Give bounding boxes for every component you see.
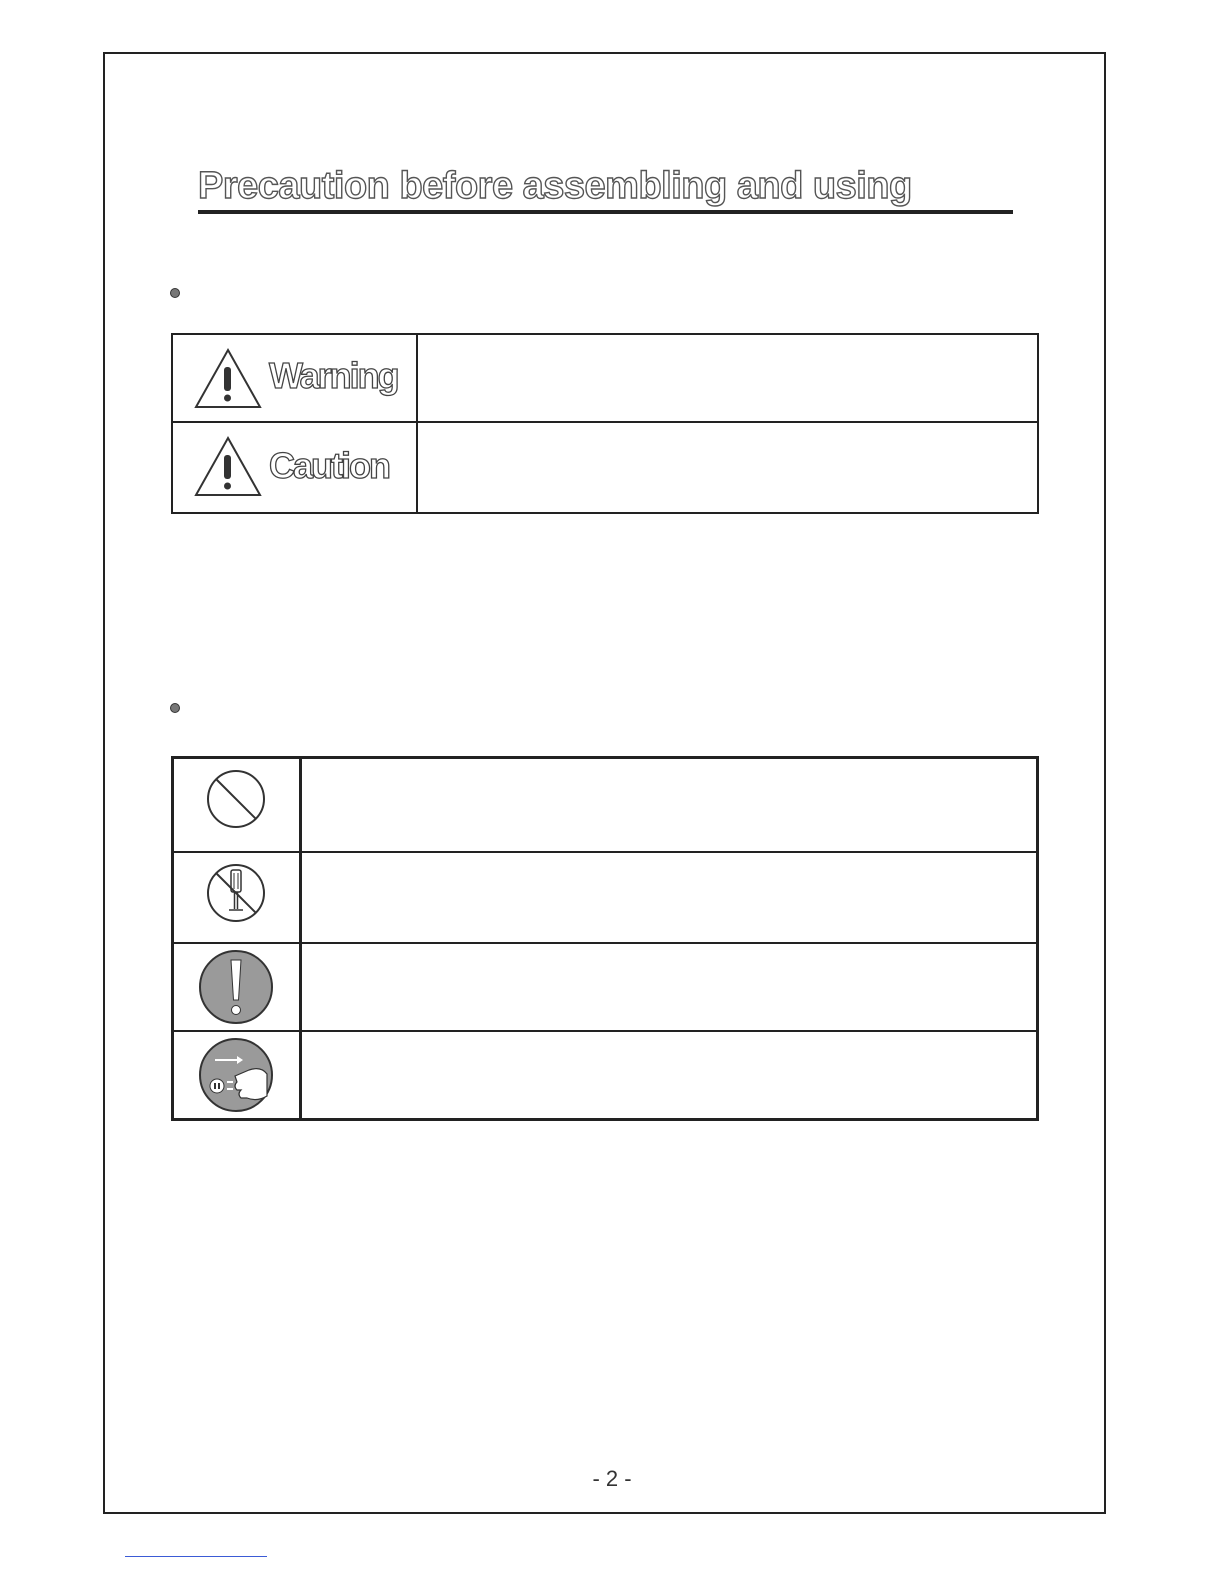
symbol-cell: [173, 423, 418, 512]
footer-link-underline[interactable]: [125, 1556, 267, 1557]
caution-triangle-icon: [193, 435, 263, 499]
do-not-disassemble-icon: [205, 862, 267, 924]
page-number: - 2 -: [592, 1466, 632, 1491]
title-underline: [198, 210, 1013, 214]
icon-row-do-not-disassemble: [174, 853, 1036, 942]
page-title: Precaution before assembling and using: [198, 165, 912, 207]
prohibited-icon: [205, 768, 267, 830]
caution-label: Caution: [269, 445, 389, 486]
icon-row-unplug: [174, 1032, 1036, 1118]
icon-row-mandatory: [174, 944, 1036, 1031]
warning-triangle-icon: [193, 347, 263, 411]
unplug-power-icon: [197, 1036, 275, 1114]
section-bullet-symbols: [170, 288, 180, 298]
icon-row-prohibited: [174, 759, 1036, 852]
warning-label: Warning: [269, 355, 398, 396]
icon-cell: [174, 759, 302, 852]
icon-cell: [174, 853, 302, 942]
icon-cell: [174, 944, 302, 1031]
symbol-row-warning: [173, 335, 1037, 423]
icon-table: [171, 756, 1039, 1121]
icon-cell: [174, 1032, 302, 1118]
symbol-table: [171, 333, 1039, 514]
symbol-row-caution: [173, 423, 1037, 512]
section-bullet-icons: [170, 703, 180, 713]
mandatory-exclamation-icon: [197, 948, 275, 1026]
symbol-cell: [173, 335, 418, 421]
